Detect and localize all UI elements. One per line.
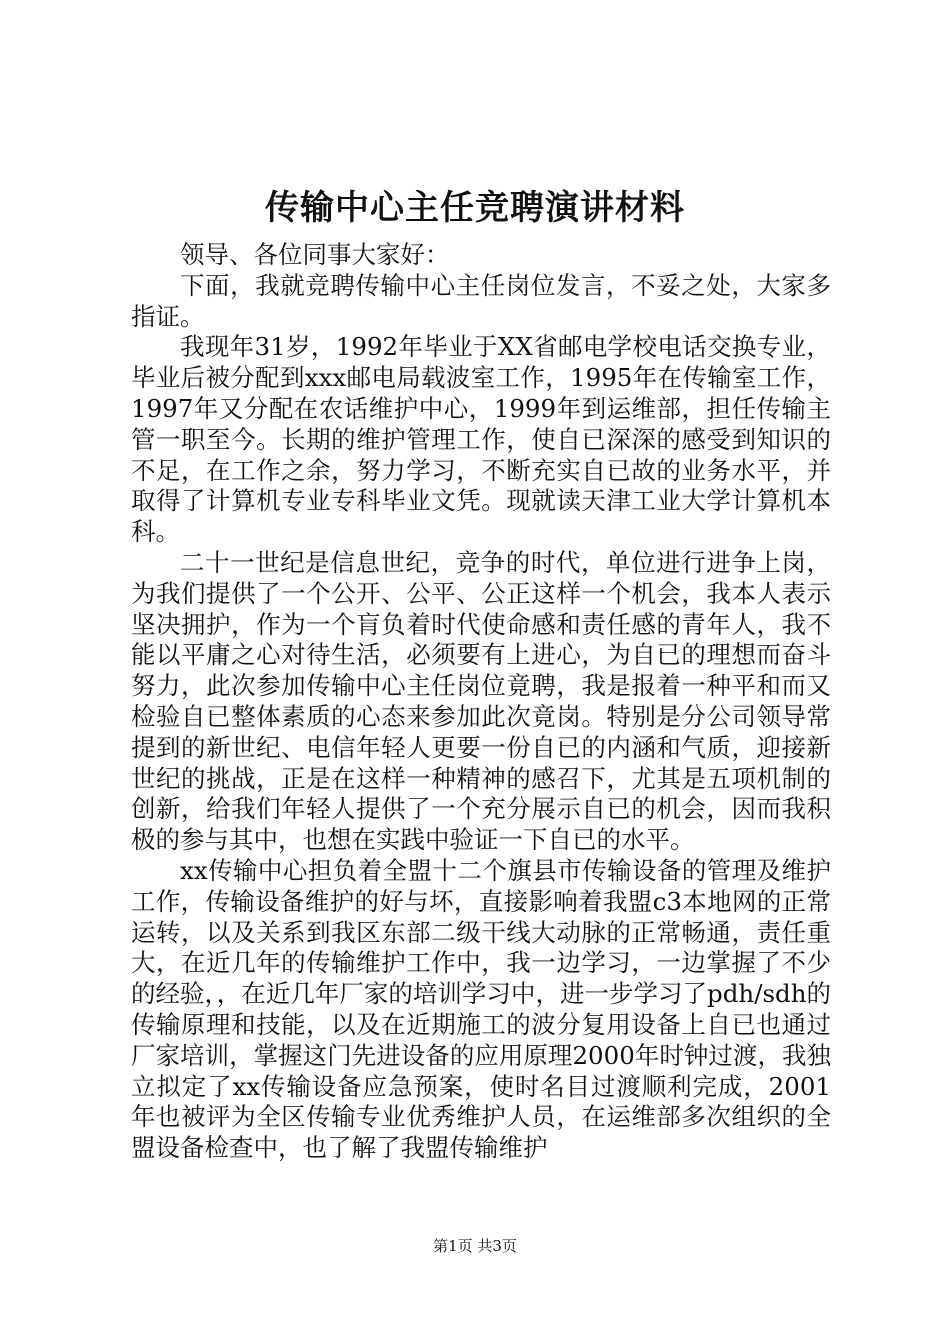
paragraph-background: 我现年31岁，1992年毕业于XX省邮电学校电话交换专业，毕业后被分配到xxx邮电局载波室工作，1995年在传输室工作，1997年又分配在农话维护中心，1999年到运维部，担任传输主管一职至今。长期的维护管理工作，使自已深深的感受到知识的不足，在工作之余，努力学习，不断充实自已故的业务水平，并取得了计算机专业专科毕业文凭。现就读天津工业大学计算机本科。 [131,332,831,547]
document-body [131,240,831,1164]
page-footer: 第1页 共3页 [433,1237,517,1255]
paragraph-intro: 下面，我就竞聘传输中心主任岗位发言，不妥之处，大家多指证。 [131,270,831,331]
paragraph-experience: xx传输中心担负着全盟十二个旗县市传输设备的管理及维护工作，传输设备维护的好与坏，直接影响着我盟c3本地网的正常运转，以及关系到我区东部二级干线大动脉的正常畅通，责任重大，在近几年的传输维护工作中，我一边学习，一边掌握了不少的经验，，在近几年厂家的培训学习中，进一步学习了pdh/sdh的传输原理和技能，以及在近期施工的波分复用设备上自已也通过厂家培训，掌握这门先进设备的应用原理2000年时钟过渡，我独立拟定了xx传输设备应急预案，使时名目过渡顺利完成，2001年也被评为全区传输专业优秀维护人员，在运维部多次组织的全盟设备检查中，也了解了我盟传输维护 [131,855,831,1163]
paragraph-motivation: 二十一世纪是信息世纪，竞争的时代，单位进行进争上岗，为我们提供了一个公开、公平、公正这样一个机会，我本人表示坚决拥护，作为一个肓负着时代使命感和责任感的青年人，我不能以平庸之心对待生活，必须要有上进心，为自已的理想而奋斗努力，此次参加传输中心主任岗位竟聘，我是报着一种平和而又检验自已整体素质的心态来参加此次竟岗。特别是分公司领导常提到的新世纪、电信年轻人更要一份自已的内涵和气质，迎接新世纪的挑战，正是在这样一种精神的感召下，尤其是五项机制的创新，给我们年轻人提供了一个充分展示自已的机会，因而我积极的参与其中，也想在实践中验证一下自已的水平。 [131,547,831,855]
paragraph-greeting: 领导、各位同事大家好： [180,240,450,269]
document-title: 传输中心主任竞聘演讲材料 [265,188,685,228]
